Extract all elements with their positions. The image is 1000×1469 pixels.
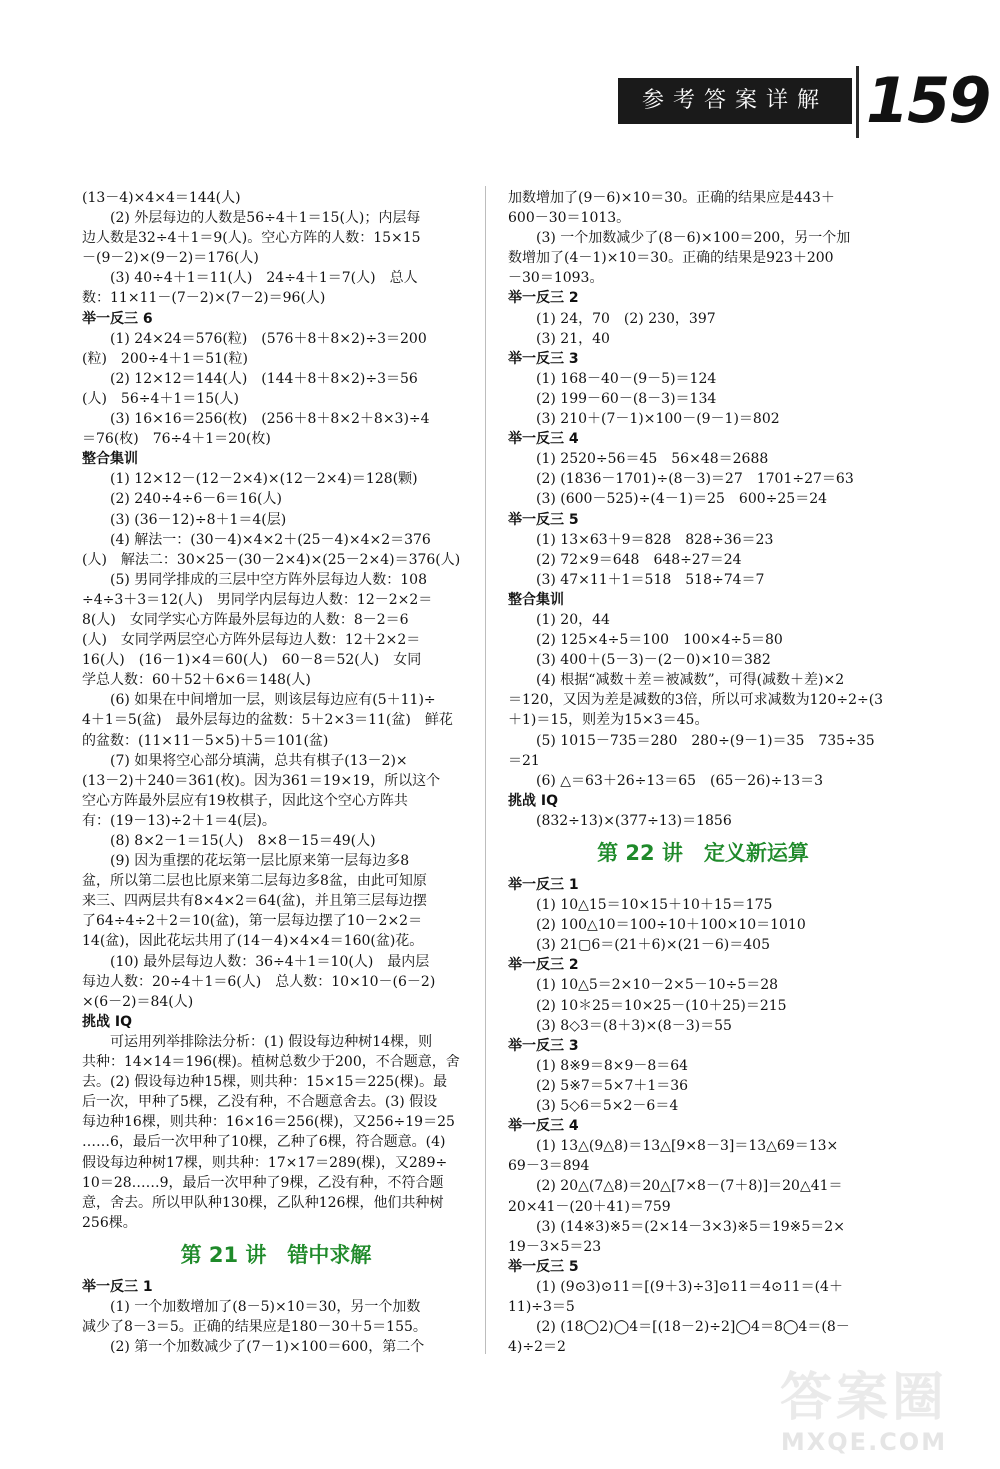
answer-line: (3) 21，40 bbox=[536, 330, 610, 347]
answer-line: (13－4)×4×4＝144(人) bbox=[82, 190, 241, 206]
answer-line: (13－2)＋240＝361(枚)。因为361＝19×19，所以这个 bbox=[82, 772, 441, 789]
answer-line: (2) 125×4÷5＝100 100×4÷5＝80 bbox=[536, 632, 783, 649]
answer-line: 来三、四两层共有8×4×2＝64(盆)，并且第三层每边摆 bbox=[82, 893, 427, 910]
answer-line: ×(6－2)＝84(人) bbox=[82, 993, 194, 1010]
answer-line: 盆，所以第二层也比原来第二层每边多8盆，由此可知原 bbox=[82, 873, 427, 890]
answer-line: 有：(19－13)÷2＋1＝4(层)。 bbox=[82, 812, 276, 829]
section-heading: 整合集训 bbox=[82, 451, 138, 468]
answer-line: (3) 47×11＋1＝518 518÷74＝7 bbox=[536, 571, 765, 588]
answer-line: ÷4÷3＋3＝12(人) 男同学内层每边人数：12－2×2＝ bbox=[82, 591, 433, 608]
section-heading: 举一反三 1 bbox=[508, 877, 579, 893]
answer-line: 加数增加了(9－6)×10＝30。正确的结果应是443＋ bbox=[508, 190, 835, 206]
answer-line: (3) 8◇3＝(8＋3)×(8－3)＝55 bbox=[536, 1017, 732, 1034]
section-heading: 举一反三 4 bbox=[508, 431, 579, 448]
answer-line: 后一次，甲种了5棵，乙没有种，不合题意舍去。(3) 假设 bbox=[82, 1094, 438, 1111]
answer-line: 69－3＝894 bbox=[508, 1158, 590, 1175]
section-heading: 举一反三 1 bbox=[82, 1278, 153, 1295]
answer-line: (1) 2520÷56＝45 56×48＝2688 bbox=[536, 451, 769, 468]
left-column bbox=[82, 188, 470, 1357]
answer-line: 每边人数：20÷4＋1＝6(人) 总人数：10×10－(6－2) bbox=[82, 973, 436, 990]
section-heading: 举一反三 2 bbox=[508, 957, 579, 974]
answer-line: 4)÷2＝2 bbox=[508, 1339, 566, 1356]
answer-line: 16(人) (16－1)×4＝60(人) 60－8＝52(人) 女同 bbox=[82, 652, 422, 669]
section-heading: 举一反三 5 bbox=[508, 511, 579, 528]
answer-line: 600－30＝1013。 bbox=[508, 210, 631, 227]
answer-line: (1) 20，44 bbox=[536, 611, 610, 628]
section-heading: 举一反三 2 bbox=[508, 290, 579, 307]
right-column bbox=[508, 188, 898, 1357]
answer-line: 假设每边种树17棵，则共种：17×17＝289(棵)，又289÷ bbox=[82, 1154, 448, 1171]
answer-line: 256棵。 bbox=[82, 1214, 137, 1231]
answer-line: (3) 5◇6＝5×2－6＝4 bbox=[536, 1098, 679, 1115]
answer-line: (人) 女同学两层空心方阵外层每边人数：12＋2×2＝ bbox=[82, 632, 421, 649]
lecture-title: 第 21 讲 错中求解 bbox=[180, 1242, 372, 1267]
answer-line: (2) 第一个加数减少了(7－1)×100＝600，第二个 bbox=[110, 1339, 425, 1356]
answer-line: (1) 13△(9△8)＝13△[9×8－3]＝13△69＝13× bbox=[536, 1138, 839, 1155]
answer-line: 20×41－(20＋41)＝759 bbox=[508, 1198, 671, 1215]
answer-line: (3) 400＋(5－3)－(2－0)×10＝382 bbox=[536, 652, 771, 669]
answer-line: (1) 10△15＝10×15＋10＋15＝175 bbox=[536, 897, 773, 914]
answer-line: (3) 一个加数减少了(8－6)×100＝200，另一个加 bbox=[536, 230, 851, 247]
answer-line: (3) 16×16＝256(枚) (256＋8＋8×2＋8×3)÷4 bbox=[110, 411, 430, 428]
answer-line: 减少了8－3＝5。正确的结果应是180－30＋5＝155。 bbox=[82, 1319, 427, 1336]
answer-line: (3) (36－12)÷8＋1＝4(层) bbox=[110, 511, 287, 528]
answer-line: (3) (14※3)※5＝(2×14－3×3)※5＝19※5＝2× bbox=[536, 1218, 845, 1235]
answer-line: 10＝28……9，最后一次甲种了9棵，乙没有种，不符合题 bbox=[82, 1174, 444, 1191]
answer-line: (人) 解法二：30×25－(30－2×4)×(25－2×4)＝376(人) bbox=[82, 551, 461, 568]
answer-line: 19－3×5＝23 bbox=[508, 1238, 602, 1255]
section-heading: 举一反三 5 bbox=[508, 1258, 579, 1275]
answer-line: (8) 8×2－1＝15(人) 8×8－15＝49(人) bbox=[110, 833, 376, 849]
answer-line: 去。(2) 假设每边种15棵，则共种：15×15＝225(棵)。最 bbox=[82, 1074, 448, 1091]
answer-line: ＝76(枚) 76÷4＋1＝20(枚) bbox=[82, 431, 271, 448]
answer-line: (1) (9⊙3)⊙11＝[(9＋3)÷3]⊙11＝4⊙11＝(4＋ bbox=[536, 1278, 843, 1295]
answer-line: ……6，最后一次甲种了10棵，乙种了6棵，符合题意。(4) bbox=[82, 1134, 446, 1151]
section-heading: 举一反三 4 bbox=[508, 1118, 579, 1135]
section-heading: 挑战 IQ bbox=[508, 792, 558, 809]
answer-line: (人) 56÷4＋1＝15(人) bbox=[82, 390, 240, 407]
watermark-logo bbox=[738, 1368, 990, 1464]
answer-line: (2) (18◯2)◯4＝[(18－2)÷2]◯4＝8◯4＝(8－ bbox=[536, 1319, 850, 1336]
answer-line: (5) 1015－735＝280 280÷(9－1)＝35 735÷35 bbox=[536, 732, 875, 749]
answer-line: 8(人) 女同学实心方阵最外层每边的人数：8－2＝6 bbox=[82, 611, 409, 628]
answer-line: (2) 199－60－(8－3)＝134 bbox=[536, 390, 717, 407]
answer-line: (832÷13)×(377÷13)＝1856 bbox=[536, 812, 732, 829]
answer-line: (2) 5※7＝5×7＋1＝36 bbox=[536, 1077, 689, 1094]
answer-line: (4) 解法一：(30－4)×4×2＋(25－4)×4×2＝376 bbox=[110, 531, 431, 548]
answer-line: (1) 8※9＝8×9－8＝64 bbox=[536, 1057, 689, 1074]
answer-line: 共种：14×14＝196(棵)。植树总数少于200，不合题意，舍 bbox=[82, 1054, 460, 1071]
section-heading: 举一反三 6 bbox=[82, 310, 153, 327]
answer-line: (2) 10＊25＝10×25－(10＋25)＝215 bbox=[536, 997, 787, 1014]
answer-line: 了64÷4÷2＋2＝10(盆)，第一层每边摆了10－2×2＝ bbox=[82, 913, 423, 930]
watermark-text: 答案圈 bbox=[779, 1368, 948, 1428]
answer-line: 意，舍去。所以甲队种130棵，乙队种126棵，他们共种树 bbox=[82, 1194, 444, 1211]
answer-line: (3) 40÷4＋1＝11(人) 24÷4＋1＝7(人) 总人 bbox=[110, 270, 418, 287]
answer-line: ＋1)＝15，则差为15×3＝45。 bbox=[508, 712, 709, 729]
answer-line: (3) 210＋(7－1)×100－(9－1)＝802 bbox=[536, 411, 780, 428]
section-heading: 举一反三 3 bbox=[508, 350, 579, 367]
answer-line: (1) 12×12－(12－2×4)×(12－2×4)＝128(颗) bbox=[110, 471, 418, 488]
answer-line: (2) 20△(7△8)＝20△[7×8－(7＋8)]＝20△41＝ bbox=[536, 1178, 843, 1195]
answer-line: (2) 100△10＝100÷10＋100×10＝1010 bbox=[536, 917, 806, 934]
answer-line: 空心方阵最外层应有19枚棋子，因此这个空心方阵共 bbox=[82, 792, 408, 809]
page-number: 159 bbox=[866, 64, 990, 137]
column-divider bbox=[485, 186, 486, 1354]
answer-line: (1) 10△5＝2×10－2×5－10÷5＝28 bbox=[536, 977, 779, 994]
answer-line: 11)÷3＝5 bbox=[508, 1298, 575, 1315]
answer-line: (1) 24，70 (2) 230，397 bbox=[536, 310, 716, 327]
answer-line: (10) 最外层每边人数：36÷4＋1＝10(人) 最内层 bbox=[110, 953, 430, 970]
answer-line: (2) 240÷4÷6－6＝16(人) bbox=[110, 491, 282, 508]
answer-line: (7) 如果将空心部分填满，总共有棋子(13－2)× bbox=[110, 752, 408, 769]
answer-line: (1) 13×63＋9＝828 828÷36＝23 bbox=[536, 531, 774, 548]
answer-line: (粒) 200÷4＋1＝51(粒) bbox=[82, 350, 248, 367]
answer-line: 每边种16棵，则共种：16×16＝256(棵)，又256÷19＝25 bbox=[82, 1114, 455, 1131]
answer-line: 可运用列举排除法分析：(1) 假设每边种树14棵，则 bbox=[110, 1033, 433, 1050]
answer-line: 14(盆)，因此花坛共用了(14－4)×4×4＝160(盆)花。 bbox=[82, 933, 424, 950]
watermark-url: MXQE.COM bbox=[780, 1428, 948, 1456]
answer-line: 的盆数：(11×11－5×5)＋5＝101(盆) bbox=[82, 732, 329, 749]
answer-line: (6) △＝63＋26÷13＝65 (65－26)÷13＝3 bbox=[536, 772, 824, 789]
answer-line: (2) (1836－1701)÷(8－3)＝27 1701÷27＝63 bbox=[536, 471, 854, 488]
answer-line: (1) 168－40－(9－5)＝124 bbox=[536, 370, 717, 387]
answer-line: 数：11×11－(7－2)×(7－2)＝96(人) bbox=[82, 290, 326, 307]
answer-line: (3) 21▢6＝(21＋6)×(21－6)＝405 bbox=[536, 937, 770, 954]
answer-line: (5) 男同学排成的三层中空方阵外层每边人数：108 bbox=[110, 571, 428, 588]
answer-line: －(9－2)×(9－2)＝176(人) bbox=[82, 250, 259, 267]
header-title: 参考答案详解 bbox=[618, 78, 852, 124]
section-heading: 挑战 IQ bbox=[82, 1013, 132, 1030]
answer-line: (1) 24×24＝576(粒) (576＋8＋8×2)÷3＝200 bbox=[110, 330, 427, 347]
answer-line: (3) (600－525)÷(4－1)＝25 600÷25＝24 bbox=[536, 491, 828, 508]
answer-line: ＝21 bbox=[508, 752, 540, 769]
lecture-title: 第 22 讲 定义新运算 bbox=[597, 841, 809, 865]
answer-line: 边人数是32÷4＋1＝9(人)。空心方阵的人数：15×15 bbox=[82, 230, 421, 247]
answer-line: 数增加了(4－1)×10＝30。正确的结果是923＋200 bbox=[508, 250, 834, 267]
answer-line: (1) 一个加数增加了(8－5)×10＝30，另一个加数 bbox=[110, 1298, 421, 1315]
section-heading: 举一反三 3 bbox=[508, 1037, 579, 1054]
answer-line: (2) 12×12＝144(人) (144＋8＋8×2)÷3＝56 bbox=[110, 370, 418, 387]
answer-line: (2) 外层每边的人数是56÷4＋1＝15(人)；内层每 bbox=[110, 210, 421, 227]
answer-line: 学总人数：60＋52＋6×6＝148(人) bbox=[82, 672, 311, 689]
answer-line: 4＋1＝5(盆) 最外层每边的盆数：5＋2×3＝11(盆) 鲜花 bbox=[82, 712, 453, 729]
header-divider bbox=[856, 66, 859, 138]
answer-line: －30＝1093。 bbox=[508, 270, 604, 287]
answer-line: (4) 根据“减数＋差＝被减数”，可得(减数＋差)×2 bbox=[536, 672, 845, 689]
section-heading: 整合集训 bbox=[508, 591, 564, 608]
answer-line: (6) 如果在中间增加一层，则该层每边应有(5＋11)÷ bbox=[110, 692, 436, 709]
answer-line: (9) 因为重摆的花坛第一层比原来第一层每边多8 bbox=[110, 853, 410, 870]
answer-line: (2) 72×9＝648 648÷27＝24 bbox=[536, 551, 742, 568]
answer-line: ＝120，又因为差是减数的3倍，所以可求减数为120÷2÷(3 bbox=[508, 692, 884, 709]
